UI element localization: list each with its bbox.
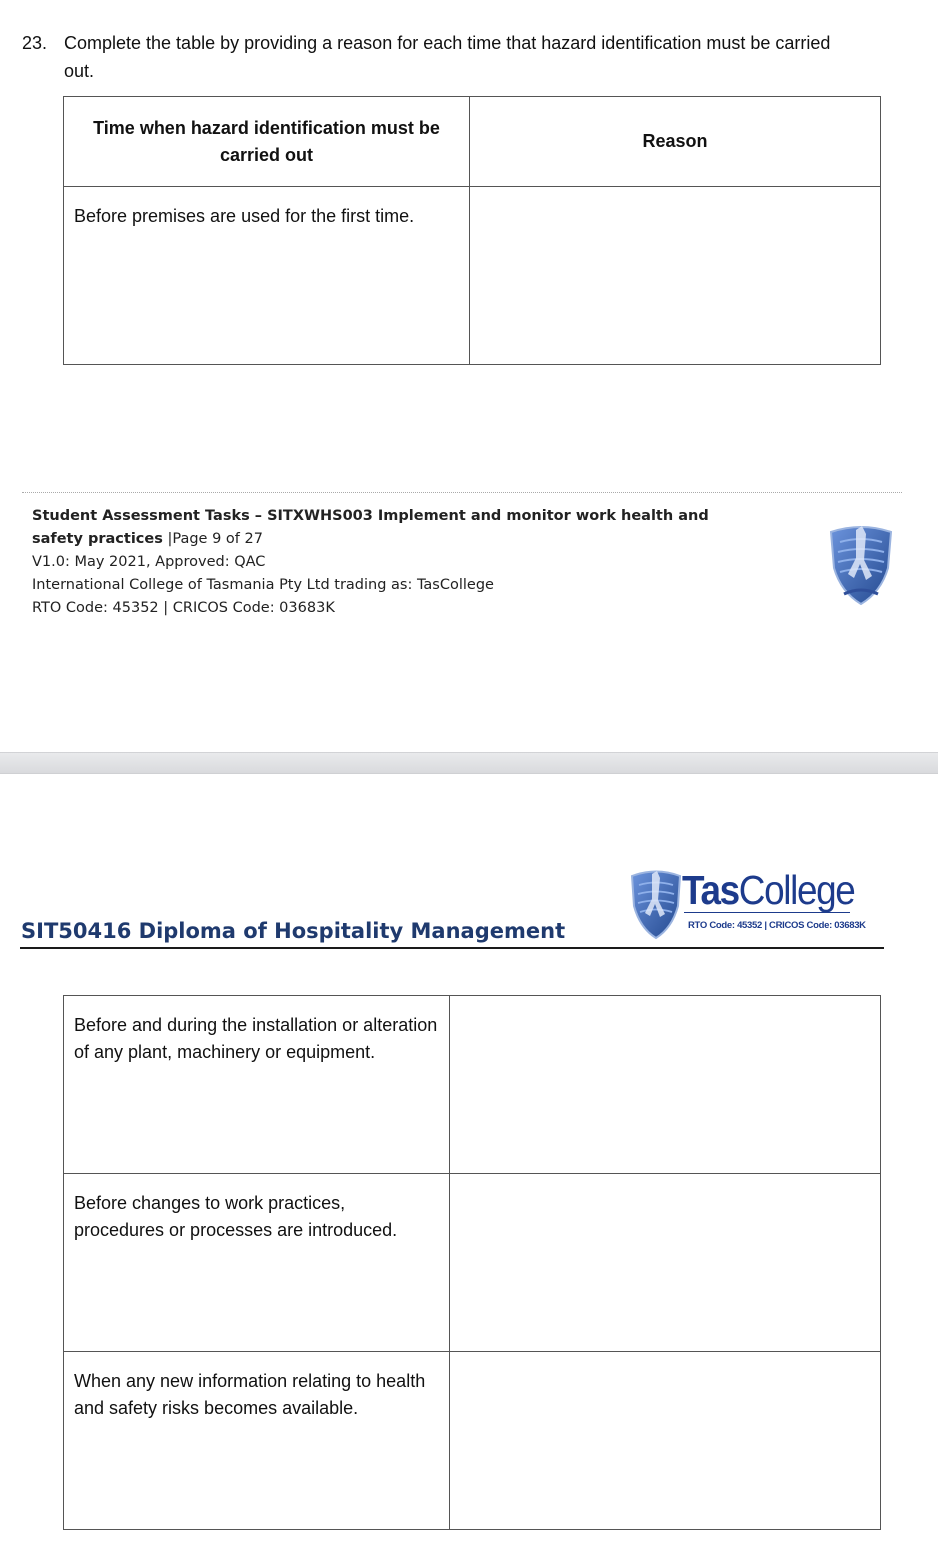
footer-version: V1.0: May 2021, Approved: QAC [32, 554, 266, 570]
question-text: Complete the table by providing a reason for each time that hazard identification must be carried out. [64, 33, 831, 81]
brand-codes: RTO Code: 45352 | CRICOS Code: 03683K [688, 920, 866, 931]
hazard-table-part-1 [63, 96, 881, 365]
table-row [64, 1352, 881, 1530]
header-underline [20, 947, 884, 949]
time-cell: Before premises are used for the first time. [64, 187, 470, 365]
reason-cell[interactable] [450, 996, 881, 1174]
brand-logo-text [682, 868, 854, 912]
footer-rule [22, 492, 902, 493]
time-cell: Before and during the installation or alteration of any plant, machinery or equipment. [64, 996, 450, 1174]
header-time: Time when hazard identification must be carried out [64, 97, 470, 187]
page-break [0, 752, 938, 774]
table-row [64, 187, 881, 365]
footer-org: International College of Tasmania Pty Ltd trading as: TasCollege [32, 577, 494, 593]
college-shield-icon [628, 866, 684, 947]
course-title: SIT50416 Diploma of Hospitality Management [21, 919, 566, 943]
table-header-row [64, 97, 881, 187]
brand-rule [684, 912, 850, 913]
question-number: 23. [22, 33, 48, 53]
reason-cell[interactable] [470, 187, 881, 365]
time-cell: When any new information relating to health and safety risks becomes available. [64, 1352, 450, 1530]
footer-text [32, 505, 712, 620]
college-shield-icon [826, 520, 896, 613]
reason-cell[interactable] [450, 1352, 881, 1530]
page-footer [0, 492, 938, 742]
table-row [64, 996, 881, 1174]
hazard-table-part-2 [63, 995, 881, 1530]
footer-codes: RTO Code: 45352 | CRICOS Code: 03683K [32, 600, 335, 616]
header-reason: Reason [470, 97, 881, 187]
table-row [64, 1174, 881, 1352]
brand-tas: Tas [682, 867, 739, 913]
page-header [0, 860, 938, 955]
time-cell: Before changes to work practices, procedures or processes are introduced. [64, 1174, 450, 1352]
footer-title: Student Assessment Tasks – SITXWHS003 Implement and monitor work health and safety practices [32, 508, 709, 547]
brand-college: College [738, 867, 855, 913]
footer-page-number: |Page 9 of 27 [167, 531, 263, 547]
reason-cell[interactable] [450, 1174, 881, 1352]
